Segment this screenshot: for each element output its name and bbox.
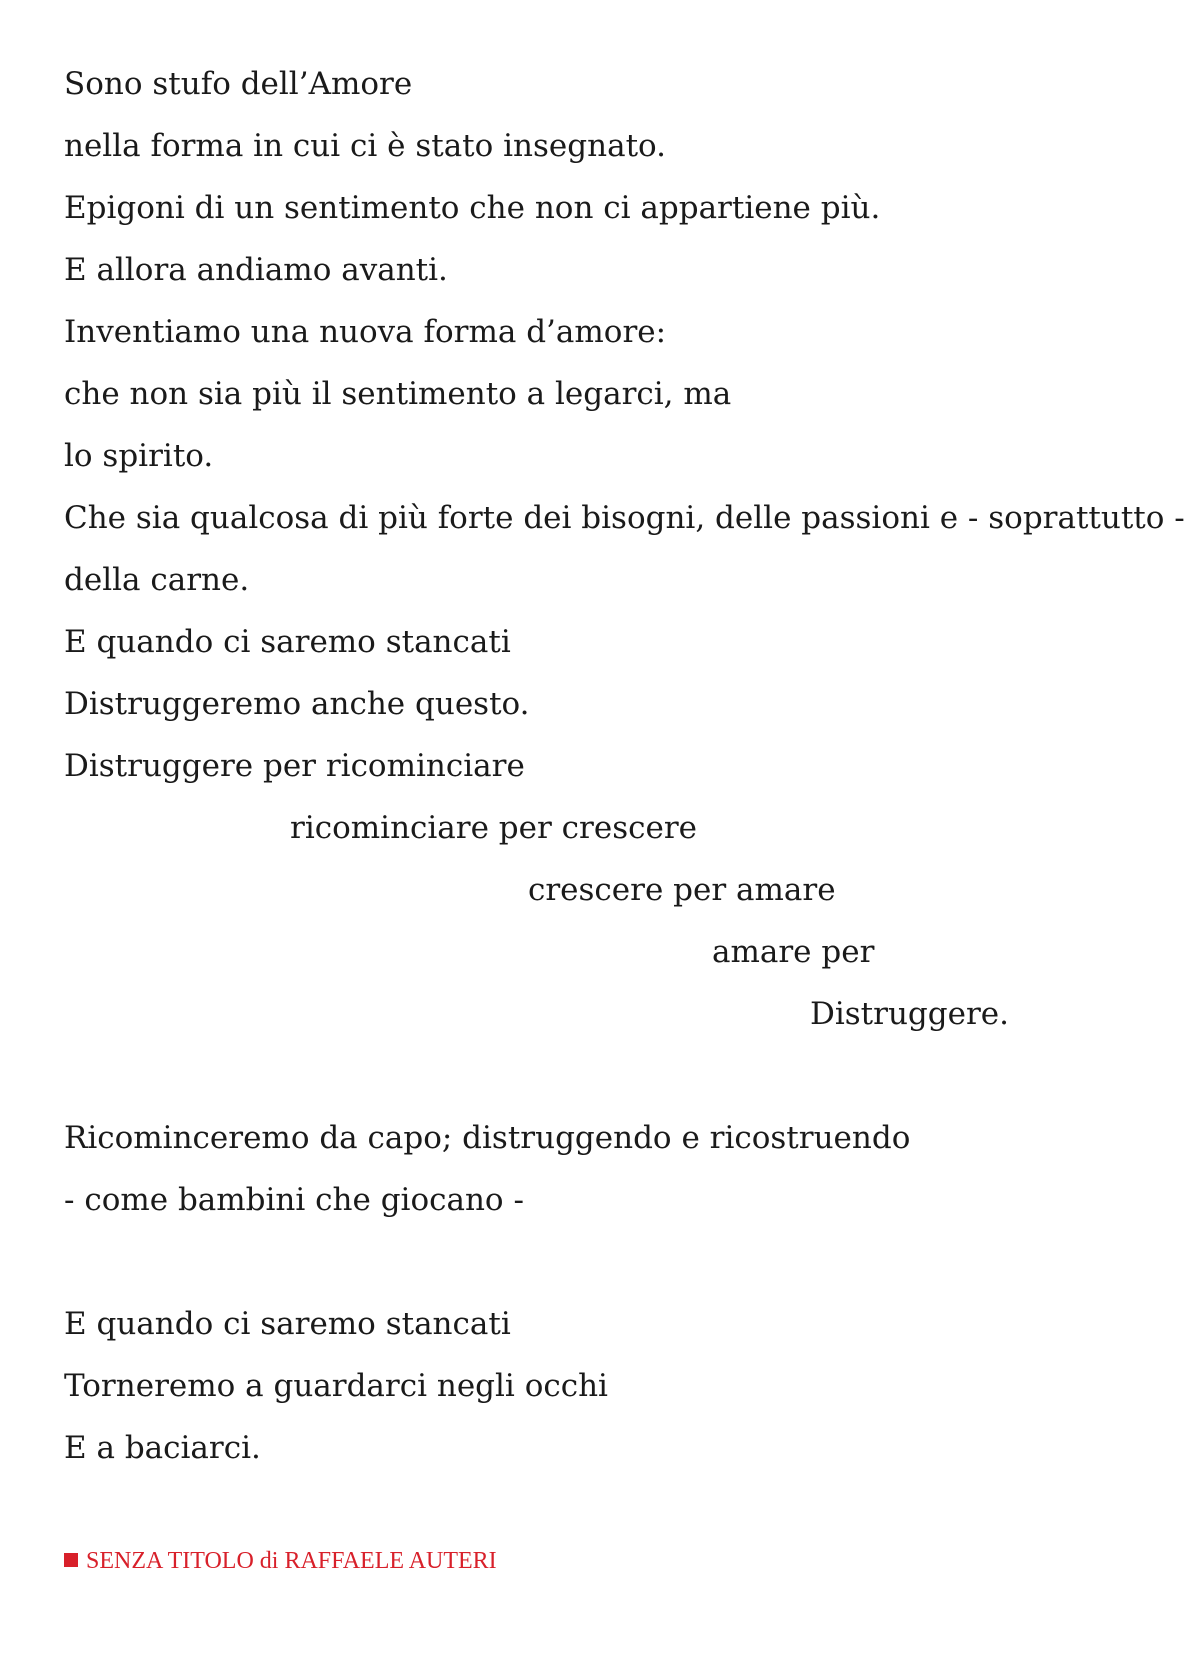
poem-line-18: - come bambini che giocano - bbox=[64, 1182, 524, 1218]
poem-line-15: amare per bbox=[712, 934, 875, 970]
poem-line-12: Distruggere per ricominciare bbox=[64, 748, 525, 784]
poem-line-8: Che sia qualcosa di più forte dei bisogni, delle passioni e - soprattutto - bbox=[64, 500, 1185, 536]
poem-line-20: Torneremo a guardarci negli occhi bbox=[64, 1368, 608, 1404]
poem-line-14: crescere per amare bbox=[528, 872, 836, 908]
poem-line-10: E quando ci saremo stancati bbox=[64, 624, 511, 660]
poem-line-11: Distruggeremo anche questo. bbox=[64, 686, 530, 722]
poem-line-21: E a baciarci. bbox=[64, 1430, 261, 1466]
poem-line-5: Inventiamo una nuova forma d’amore: bbox=[64, 314, 667, 350]
poem-line-3: Epigoni di un sentimento che non ci appartiene più. bbox=[64, 190, 881, 226]
poem-line-9: della carne. bbox=[64, 562, 250, 598]
credit-text: SENZA TITOLO di RAFFAELE AUTERI bbox=[86, 1548, 497, 1574]
poem-line-7: lo spirito. bbox=[64, 438, 214, 474]
poem-line-4: E allora andiamo avanti. bbox=[64, 252, 448, 288]
poem-line-17: Ricominceremo da capo; distruggendo e ricostruendo bbox=[64, 1120, 911, 1156]
poem-line-1: Sono stufo dell’Amore bbox=[64, 66, 413, 102]
poem-credit bbox=[64, 1547, 497, 1575]
poem-line-13: ricominciare per crescere bbox=[290, 810, 697, 846]
poem-line-19: E quando ci saremo stancati bbox=[64, 1306, 511, 1342]
poem-line-6: che non sia più il sentimento a legarci, ma bbox=[64, 376, 732, 412]
poem-line-2: nella forma in cui ci è stato insegnato. bbox=[64, 128, 667, 164]
red-square-icon bbox=[64, 1553, 78, 1567]
poem-line-16: Distruggere. bbox=[810, 996, 1009, 1032]
